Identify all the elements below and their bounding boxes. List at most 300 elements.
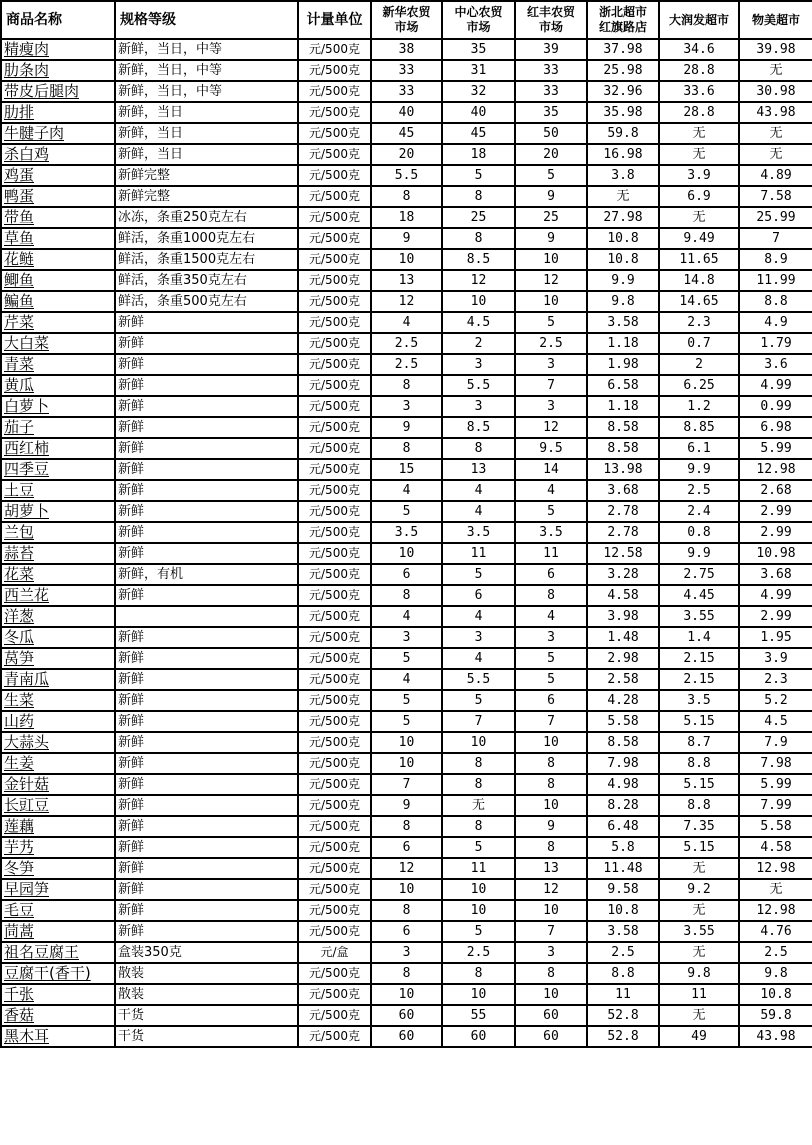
table-row: [1, 942, 812, 963]
price-cell: 3: [442, 627, 515, 648]
unit-cell: 元/500克: [298, 837, 371, 858]
price-cell: 2.68: [739, 480, 812, 501]
table-row: [1, 249, 812, 270]
unit-cell: 元/500克: [298, 900, 371, 921]
product-name-cell: 草鱼: [1, 228, 115, 249]
table-row: [1, 921, 812, 942]
product-name-cell: 芹菜: [1, 312, 115, 333]
price-cell: 10: [515, 984, 587, 1005]
header-market-xinhua: [371, 1, 442, 39]
price-cell: 55: [442, 1005, 515, 1026]
price-cell: 35.98: [587, 102, 659, 123]
price-cell: 2.4: [659, 501, 739, 522]
product-name-cell: 祖名豆腐王: [1, 942, 115, 963]
price-cell: 无: [659, 1005, 739, 1026]
price-cell: 10.8: [739, 984, 812, 1005]
table-row: [1, 459, 812, 480]
price-cell: 5.58: [587, 711, 659, 732]
price-cell: 8.58: [587, 438, 659, 459]
price-cell: 7.58: [739, 186, 812, 207]
price-cell: 40: [442, 102, 515, 123]
price-cell: 6.25: [659, 375, 739, 396]
price-cell: 4.58: [739, 837, 812, 858]
price-cell: 2.99: [739, 522, 812, 543]
price-cell: 无: [659, 900, 739, 921]
price-cell: 8: [371, 963, 442, 984]
unit-cell: 元/500克: [298, 711, 371, 732]
price-cell: 2.5: [371, 333, 442, 354]
price-cell: 3.5: [659, 690, 739, 711]
product-name-cell: 茼蒿: [1, 921, 115, 942]
product-name-cell: 鸭蛋: [1, 186, 115, 207]
price-cell: 4.58: [587, 585, 659, 606]
price-cell: 5.99: [739, 774, 812, 795]
price-cell: 49: [659, 1026, 739, 1047]
price-cell: 27.98: [587, 207, 659, 228]
price-cell: 5.2: [739, 690, 812, 711]
price-cell: 60: [515, 1005, 587, 1026]
unit-cell: 元/500克: [298, 753, 371, 774]
price-cell: 6.58: [587, 375, 659, 396]
product-name-cell: 茄子: [1, 417, 115, 438]
price-cell: 12: [515, 270, 587, 291]
product-name-cell: 黑木耳: [1, 1026, 115, 1047]
price-cell: 3: [515, 354, 587, 375]
price-cell: 43.98: [739, 1026, 812, 1047]
price-cell: 4.99: [739, 585, 812, 606]
spec-cell: 新鲜: [115, 858, 298, 879]
price-cell: 8: [442, 186, 515, 207]
price-cell: 10: [442, 732, 515, 753]
table-row: [1, 123, 812, 144]
spec-cell: 鲜活，条重1500克左右: [115, 249, 298, 270]
price-cell: 43.98: [739, 102, 812, 123]
price-cell: 4: [515, 606, 587, 627]
product-name-cell: 冬笋: [1, 858, 115, 879]
product-name-cell: 青菜: [1, 354, 115, 375]
price-cell: 12: [515, 879, 587, 900]
header-line: 浙北超市: [598, 5, 647, 19]
table-row: [1, 333, 812, 354]
price-cell: 25: [515, 207, 587, 228]
spec-cell: 新鲜，当日: [115, 123, 298, 144]
price-cell: 2.3: [659, 312, 739, 333]
header-line: 市场: [466, 20, 491, 34]
price-cell: 14.8: [659, 270, 739, 291]
price-cell: 7: [442, 711, 515, 732]
unit-cell: 元/500克: [298, 207, 371, 228]
header-row: [1, 1, 812, 39]
price-cell: 5: [371, 501, 442, 522]
header-line: 红旗路店: [598, 20, 647, 34]
table-row: [1, 669, 812, 690]
price-cell: 5.99: [739, 438, 812, 459]
price-cell: 8.5: [442, 249, 515, 270]
header-market-zhebei: [587, 1, 659, 39]
table-row: [1, 627, 812, 648]
price-cell: 8.9: [739, 249, 812, 270]
spec-cell: 新鲜: [115, 732, 298, 753]
price-cell: 6.98: [739, 417, 812, 438]
table-row: [1, 1026, 812, 1047]
price-cell: 3: [442, 354, 515, 375]
price-cell: 4: [371, 312, 442, 333]
spec-cell: 新鲜: [115, 648, 298, 669]
unit-cell: 元/500克: [298, 165, 371, 186]
unit-cell: 元/500克: [298, 1005, 371, 1026]
price-cell: 5: [442, 921, 515, 942]
product-name-cell: 鲫鱼: [1, 270, 115, 291]
table-row: [1, 417, 812, 438]
price-cell: 5.5: [442, 669, 515, 690]
price-cell: 3.28: [587, 564, 659, 585]
price-cell: 9.9: [659, 459, 739, 480]
price-cell: 5.58: [739, 816, 812, 837]
unit-cell: 元/盒: [298, 942, 371, 963]
product-name-cell: 花菜: [1, 564, 115, 585]
product-name-cell: 金针菇: [1, 774, 115, 795]
unit-cell: 元/500克: [298, 249, 371, 270]
spec-cell: 冰冻，条重250克左右: [115, 207, 298, 228]
header-product-name: 商品名称: [1, 1, 115, 39]
price-cell: 12: [442, 270, 515, 291]
table-row: [1, 39, 812, 60]
header-market-hongfeng: [515, 1, 587, 39]
header-market-zhongxin: [442, 1, 515, 39]
price-cell: 9: [515, 186, 587, 207]
table-body: [1, 39, 812, 1047]
price-cell: 8: [515, 963, 587, 984]
price-cell: 7.98: [587, 753, 659, 774]
price-cell: 4.98: [587, 774, 659, 795]
price-cell: 6: [515, 564, 587, 585]
price-cell: 6.1: [659, 438, 739, 459]
price-cell: 11.99: [739, 270, 812, 291]
price-cell: 无: [659, 144, 739, 165]
table-row: [1, 480, 812, 501]
price-cell: 5: [515, 669, 587, 690]
spec-cell: 新鲜，当日，中等: [115, 81, 298, 102]
price-cell: 7.99: [739, 795, 812, 816]
price-cell: 34.6: [659, 39, 739, 60]
unit-cell: 元/500克: [298, 963, 371, 984]
unit-cell: 元/500克: [298, 312, 371, 333]
product-name-cell: 大白菜: [1, 333, 115, 354]
price-cell: 8: [515, 837, 587, 858]
price-cell: 4: [371, 669, 442, 690]
price-cell: 10.8: [587, 900, 659, 921]
table-row: [1, 858, 812, 879]
price-cell: 39: [515, 39, 587, 60]
price-cell: 10: [515, 900, 587, 921]
product-name-cell: 豆腐干(香干): [1, 963, 115, 984]
price-cell: 15: [371, 459, 442, 480]
price-cell: 3.98: [587, 606, 659, 627]
price-cell: 10: [371, 732, 442, 753]
price-cell: 8: [442, 438, 515, 459]
price-cell: 2: [442, 333, 515, 354]
price-cell: 8.8: [659, 795, 739, 816]
table-row: [1, 207, 812, 228]
price-cell: 45: [371, 123, 442, 144]
product-name-cell: 带皮后腿肉: [1, 81, 115, 102]
product-name-cell: 香菇: [1, 1005, 115, 1026]
price-cell: 0.99: [739, 396, 812, 417]
price-cell: 8.5: [442, 417, 515, 438]
price-cell: 2.5: [659, 480, 739, 501]
header-spec-grade: 规格等级: [115, 1, 298, 39]
price-cell: 3.68: [739, 564, 812, 585]
table-row: [1, 774, 812, 795]
unit-cell: 元/500克: [298, 60, 371, 81]
product-name-cell: 土豆: [1, 480, 115, 501]
price-cell: 6: [371, 564, 442, 585]
unit-cell: 元/500克: [298, 522, 371, 543]
unit-cell: 元/500克: [298, 879, 371, 900]
unit-cell: 元/500克: [298, 417, 371, 438]
unit-cell: 元/500克: [298, 375, 371, 396]
product-name-cell: 莲藕: [1, 816, 115, 837]
product-name-cell: 白萝卜: [1, 396, 115, 417]
price-cell: 8: [371, 438, 442, 459]
price-cell: 无: [739, 879, 812, 900]
table-row: [1, 732, 812, 753]
unit-cell: 元/500克: [298, 669, 371, 690]
spec-cell: 新鲜，当日: [115, 144, 298, 165]
price-cell: 11: [442, 543, 515, 564]
price-cell: 33: [515, 81, 587, 102]
price-cell: 3: [442, 396, 515, 417]
price-cell: 14: [515, 459, 587, 480]
spec-cell: 新鲜: [115, 459, 298, 480]
price-cell: 9: [515, 228, 587, 249]
table-row: [1, 144, 812, 165]
table-row: [1, 606, 812, 627]
spec-cell: 新鲜: [115, 669, 298, 690]
product-name-cell: 花鲢: [1, 249, 115, 270]
product-name-cell: 黄瓜: [1, 375, 115, 396]
price-cell: 52.8: [587, 1005, 659, 1026]
price-cell: 8: [442, 753, 515, 774]
header-line: 大润发超市: [668, 12, 729, 27]
unit-cell: 元/500克: [298, 81, 371, 102]
unit-cell: 元/500克: [298, 732, 371, 753]
table-row: [1, 795, 812, 816]
price-cell: 1.79: [739, 333, 812, 354]
price-cell: 无: [587, 186, 659, 207]
product-name-cell: 芋艿: [1, 837, 115, 858]
price-cell: 6.9: [659, 186, 739, 207]
unit-cell: 元/500克: [298, 480, 371, 501]
price-cell: 2.58: [587, 669, 659, 690]
price-cell: 4.89: [739, 165, 812, 186]
price-cell: 7: [515, 375, 587, 396]
price-cell: 4: [515, 480, 587, 501]
price-cell: 3.8: [587, 165, 659, 186]
price-cell: 32.96: [587, 81, 659, 102]
price-cell: 60: [442, 1026, 515, 1047]
unit-cell: 元/500克: [298, 543, 371, 564]
price-cell: 2.5: [371, 354, 442, 375]
price-cell: 8.8: [587, 963, 659, 984]
price-cell: 2.5: [442, 942, 515, 963]
price-cell: 8: [515, 753, 587, 774]
price-cell: 3.5: [515, 522, 587, 543]
price-cell: 52.8: [587, 1026, 659, 1047]
product-name-cell: 生菜: [1, 690, 115, 711]
spec-cell: 新鲜: [115, 921, 298, 942]
spec-cell: 新鲜: [115, 333, 298, 354]
product-name-cell: 早园笋: [1, 879, 115, 900]
price-cell: 10: [515, 732, 587, 753]
price-cell: 12.98: [739, 858, 812, 879]
price-cell: 4: [442, 606, 515, 627]
price-cell: 2.5: [587, 942, 659, 963]
price-cell: 9: [371, 795, 442, 816]
price-cell: 39.98: [739, 39, 812, 60]
spec-cell: 新鲜: [115, 837, 298, 858]
product-name-cell: 冬瓜: [1, 627, 115, 648]
price-cell: 8: [442, 963, 515, 984]
price-cell: 5: [442, 837, 515, 858]
price-cell: 25.98: [587, 60, 659, 81]
product-name-cell: 精瘦肉: [1, 39, 115, 60]
price-cell: 无: [659, 942, 739, 963]
price-cell: 1.48: [587, 627, 659, 648]
price-cell: 4.76: [739, 921, 812, 942]
price-cell: 4: [442, 501, 515, 522]
spec-cell: 新鲜: [115, 816, 298, 837]
price-cell: 11: [587, 984, 659, 1005]
spec-cell: 新鲜: [115, 900, 298, 921]
price-cell: 25: [442, 207, 515, 228]
price-cell: 3: [515, 942, 587, 963]
price-cell: 9.2: [659, 879, 739, 900]
spec-cell: 新鲜，有机: [115, 564, 298, 585]
price-cell: 6: [442, 585, 515, 606]
spec-cell: 新鲜完整: [115, 165, 298, 186]
product-name-cell: 长豇豆: [1, 795, 115, 816]
product-name-cell: 胡萝卜: [1, 501, 115, 522]
price-cell: 5: [515, 165, 587, 186]
table-row: [1, 648, 812, 669]
price-cell: 8.8: [739, 291, 812, 312]
price-cell: 10: [371, 249, 442, 270]
unit-cell: 元/500克: [298, 585, 371, 606]
price-cell: 13.98: [587, 459, 659, 480]
spec-cell: 新鲜: [115, 753, 298, 774]
table-row: [1, 879, 812, 900]
price-cell: 8: [371, 375, 442, 396]
price-cell: 9.8: [739, 963, 812, 984]
price-cell: 13: [371, 270, 442, 291]
unit-cell: 元/500克: [298, 1026, 371, 1047]
price-cell: 3.55: [659, 606, 739, 627]
price-cell: 30.98: [739, 81, 812, 102]
price-cell: 2.78: [587, 522, 659, 543]
price-cell: 59.8: [739, 1005, 812, 1026]
price-cell: 8: [371, 585, 442, 606]
product-name-cell: 莴笋: [1, 648, 115, 669]
unit-cell: 元/500克: [298, 921, 371, 942]
price-cell: 2.75: [659, 564, 739, 585]
price-cell: 18: [442, 144, 515, 165]
price-cell: 38: [371, 39, 442, 60]
price-cell: 3.58: [587, 921, 659, 942]
product-name-cell: 鳊鱼: [1, 291, 115, 312]
spec-cell: 新鲜: [115, 522, 298, 543]
product-name-cell: 四季豆: [1, 459, 115, 480]
spec-cell: [115, 606, 298, 627]
product-name-cell: 毛豆: [1, 900, 115, 921]
unit-cell: 元/500克: [298, 690, 371, 711]
price-cell: 5: [371, 648, 442, 669]
spec-cell: 新鲜，当日: [115, 102, 298, 123]
header-market-wumart: [739, 1, 812, 39]
price-cell: 45: [442, 123, 515, 144]
table-row: [1, 186, 812, 207]
table-header: [1, 1, 812, 39]
product-name-cell: 蒜苔: [1, 543, 115, 564]
price-cell: 5: [442, 165, 515, 186]
table-row: [1, 165, 812, 186]
price-cell: 31: [442, 60, 515, 81]
price-cell: 10: [442, 879, 515, 900]
price-cell: 9: [371, 417, 442, 438]
price-cell: 11.65: [659, 249, 739, 270]
table-row: [1, 81, 812, 102]
price-cell: 10: [371, 879, 442, 900]
table-row: [1, 522, 812, 543]
price-cell: 4: [371, 606, 442, 627]
price-cell: 7.35: [659, 816, 739, 837]
price-cell: 18: [371, 207, 442, 228]
price-cell: 8: [442, 228, 515, 249]
price-cell: 10: [442, 291, 515, 312]
table-row: [1, 753, 812, 774]
unit-cell: 元/500克: [298, 333, 371, 354]
product-name-cell: 大蒜头: [1, 732, 115, 753]
price-cell: 无: [739, 60, 812, 81]
spec-cell: 新鲜: [115, 690, 298, 711]
unit-cell: 元/500克: [298, 501, 371, 522]
price-cell: 33.6: [659, 81, 739, 102]
price-cell: 4.5: [739, 711, 812, 732]
price-cell: 40: [371, 102, 442, 123]
price-cell: 9.9: [659, 543, 739, 564]
unit-cell: 元/500克: [298, 459, 371, 480]
spec-cell: 新鲜: [115, 543, 298, 564]
product-name-cell: 千张: [1, 984, 115, 1005]
header-market-rtmart: [659, 1, 739, 39]
price-cell: 12.58: [587, 543, 659, 564]
spec-cell: 干货: [115, 1005, 298, 1026]
price-cell: 10: [442, 900, 515, 921]
price-cell: 13: [442, 459, 515, 480]
price-cell: 5: [515, 312, 587, 333]
product-name-cell: 肋排: [1, 102, 115, 123]
table-row: [1, 270, 812, 291]
price-cell: 7.9: [739, 732, 812, 753]
spec-cell: 散装: [115, 963, 298, 984]
table-row: [1, 564, 812, 585]
price-cell: 8.85: [659, 417, 739, 438]
product-name-cell: 肋条肉: [1, 60, 115, 81]
price-cell: 50: [515, 123, 587, 144]
spec-cell: 新鲜: [115, 354, 298, 375]
price-cell: 11: [515, 543, 587, 564]
price-cell: 10: [371, 753, 442, 774]
